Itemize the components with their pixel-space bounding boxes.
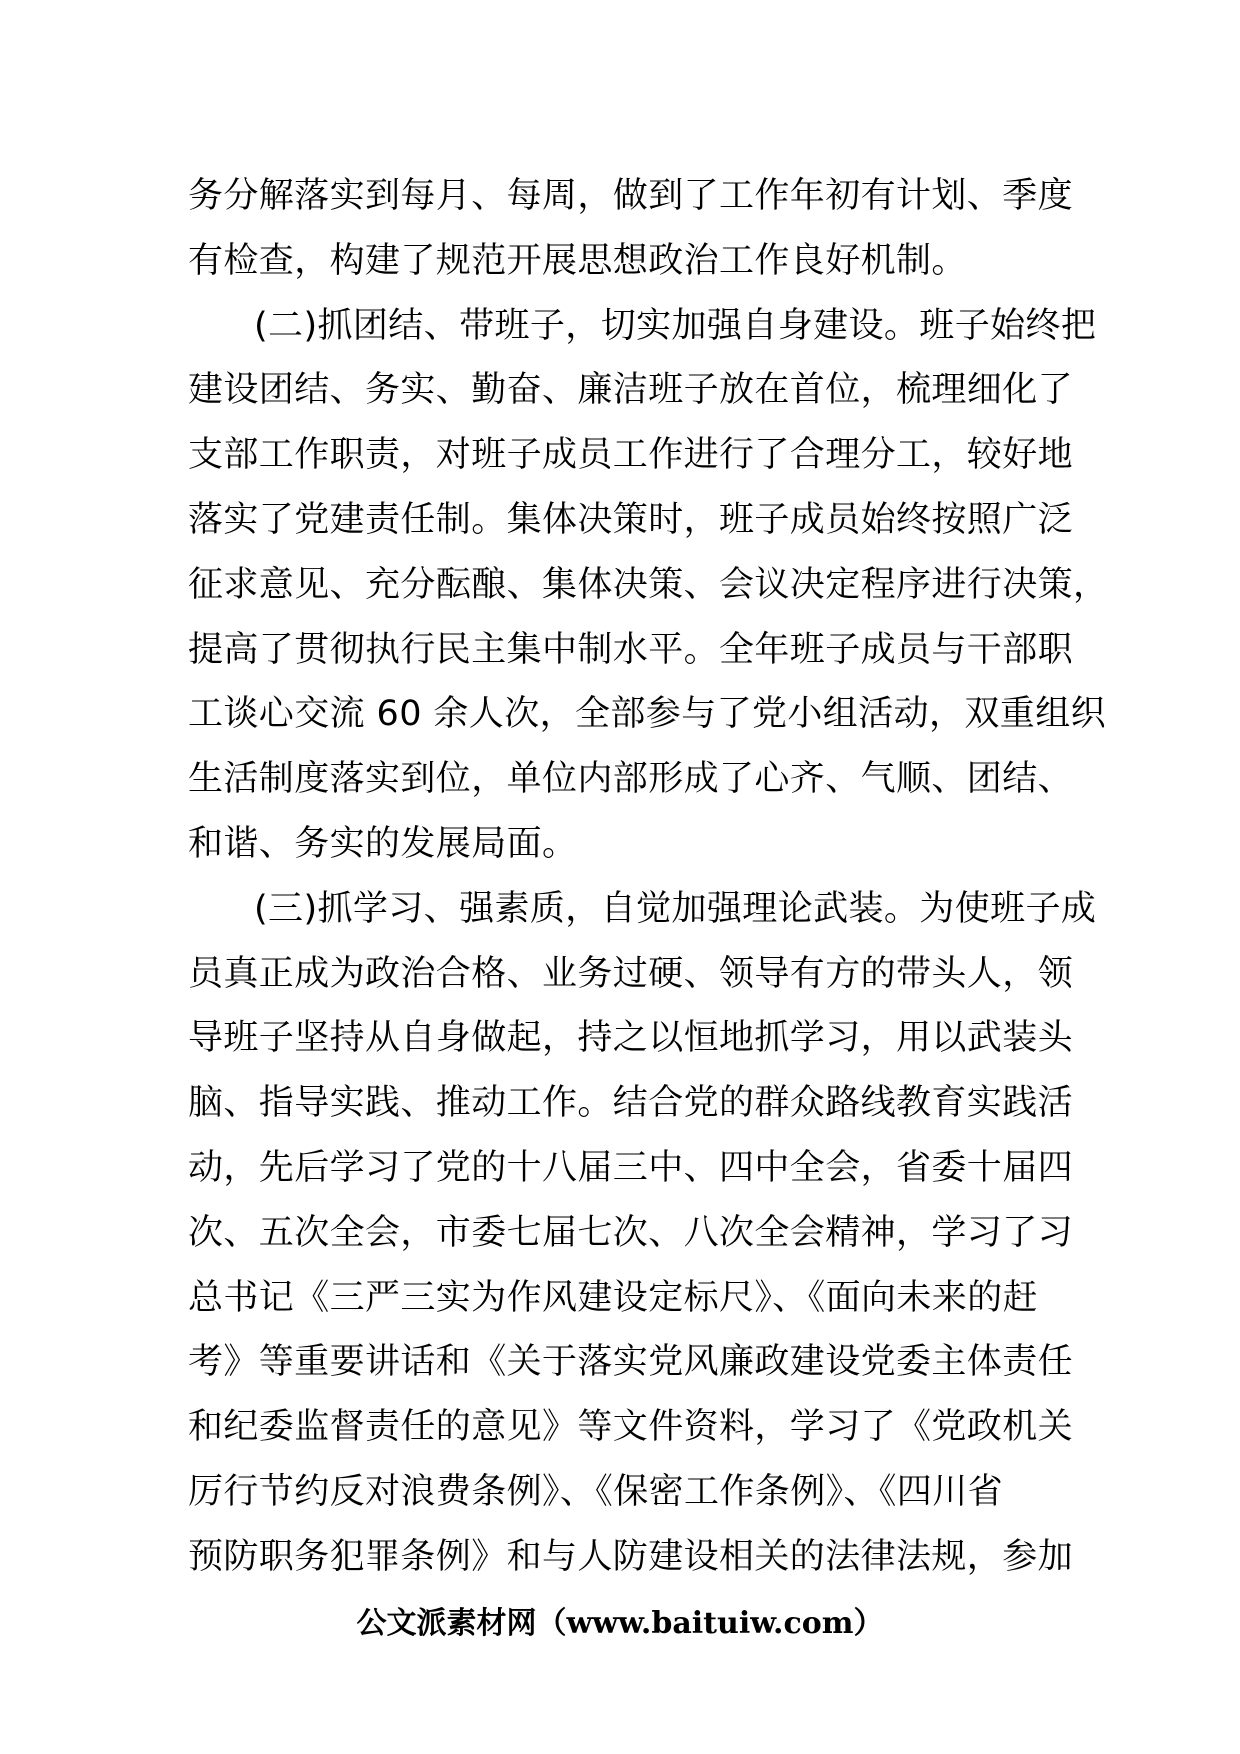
- text-line: 厉行节约反对浪费条例》、《保密工作条例》、《四川省: [188, 1471, 1004, 1512]
- text-line: 落实了党建责任制。集体决策时，班子成员始终按照广泛: [188, 499, 1074, 540]
- text-line: 和谐、务实的发展局面。: [188, 823, 578, 864]
- document-body: [188, 164, 1109, 1590]
- text-line: 务分解落实到每月、每周，做到了工作年初有计划、季度: [188, 176, 1074, 216]
- text-line: (二)抓团结、带班子，切实加强自身建设。班子始终把: [254, 305, 1097, 346]
- text-line: 和纪委监督责任的意见》等文件资料，学习了《党政机关: [188, 1407, 1074, 1448]
- text-line: 次、五次全会，市委七届七次、八次全会精神，学习了习: [188, 1212, 1074, 1253]
- text-line: 工谈心交流 60 余人次，全部参与了党小组活动，双重组织: [188, 694, 1106, 735]
- text-line: (三)抓学习、强素质，自觉加强理论武装。为使班子成: [254, 888, 1097, 929]
- text-line: 生活制度落实到位，单位内部形成了心齐、气顺、团结、: [188, 759, 1074, 800]
- text-line: 总书记《三严三实为作风建设定标尺》、《面向未来的赶: [188, 1277, 1039, 1318]
- text-line: 脑、指导实践、推动工作。结合党的群众路线教育实践活: [188, 1083, 1074, 1124]
- text-line: 支部工作职责，对班子成员工作进行了合理分工，较好地: [188, 435, 1074, 476]
- text-line: 提高了贯彻执行民主集中制水平。全年班子成员与干部职: [188, 629, 1074, 670]
- text-line: 预防职务犯罪条例》和与人防建设相关的法律法规，参加: [188, 1536, 1074, 1577]
- text-line: 动，先后学习了党的十八届三中、四中全会，省委十届四: [188, 1147, 1074, 1188]
- text-line: 员真正成为政治合格、业务过硬、领导有方的带头人，领: [188, 953, 1074, 994]
- footer-watermark: 公文派素材网（www.baituiw.com）: [356, 1606, 884, 1641]
- text-line: 建设团结、务实、勤奋、廉洁班子放在首位，梳理细化了: [188, 370, 1074, 411]
- text-line: 征求意见、充分酝酿、集体决策、会议决定程序进行决策，: [188, 564, 1109, 605]
- text-line: 考》等重要讲话和《关于落实党风廉政建设党委主体责任: [188, 1342, 1074, 1383]
- text-line: 有检查，构建了规范开展思想政治工作良好机制。: [188, 240, 967, 281]
- text-line: 导班子坚持从自身做起，持之以恒地抓学习，用以武装头: [188, 1018, 1074, 1059]
